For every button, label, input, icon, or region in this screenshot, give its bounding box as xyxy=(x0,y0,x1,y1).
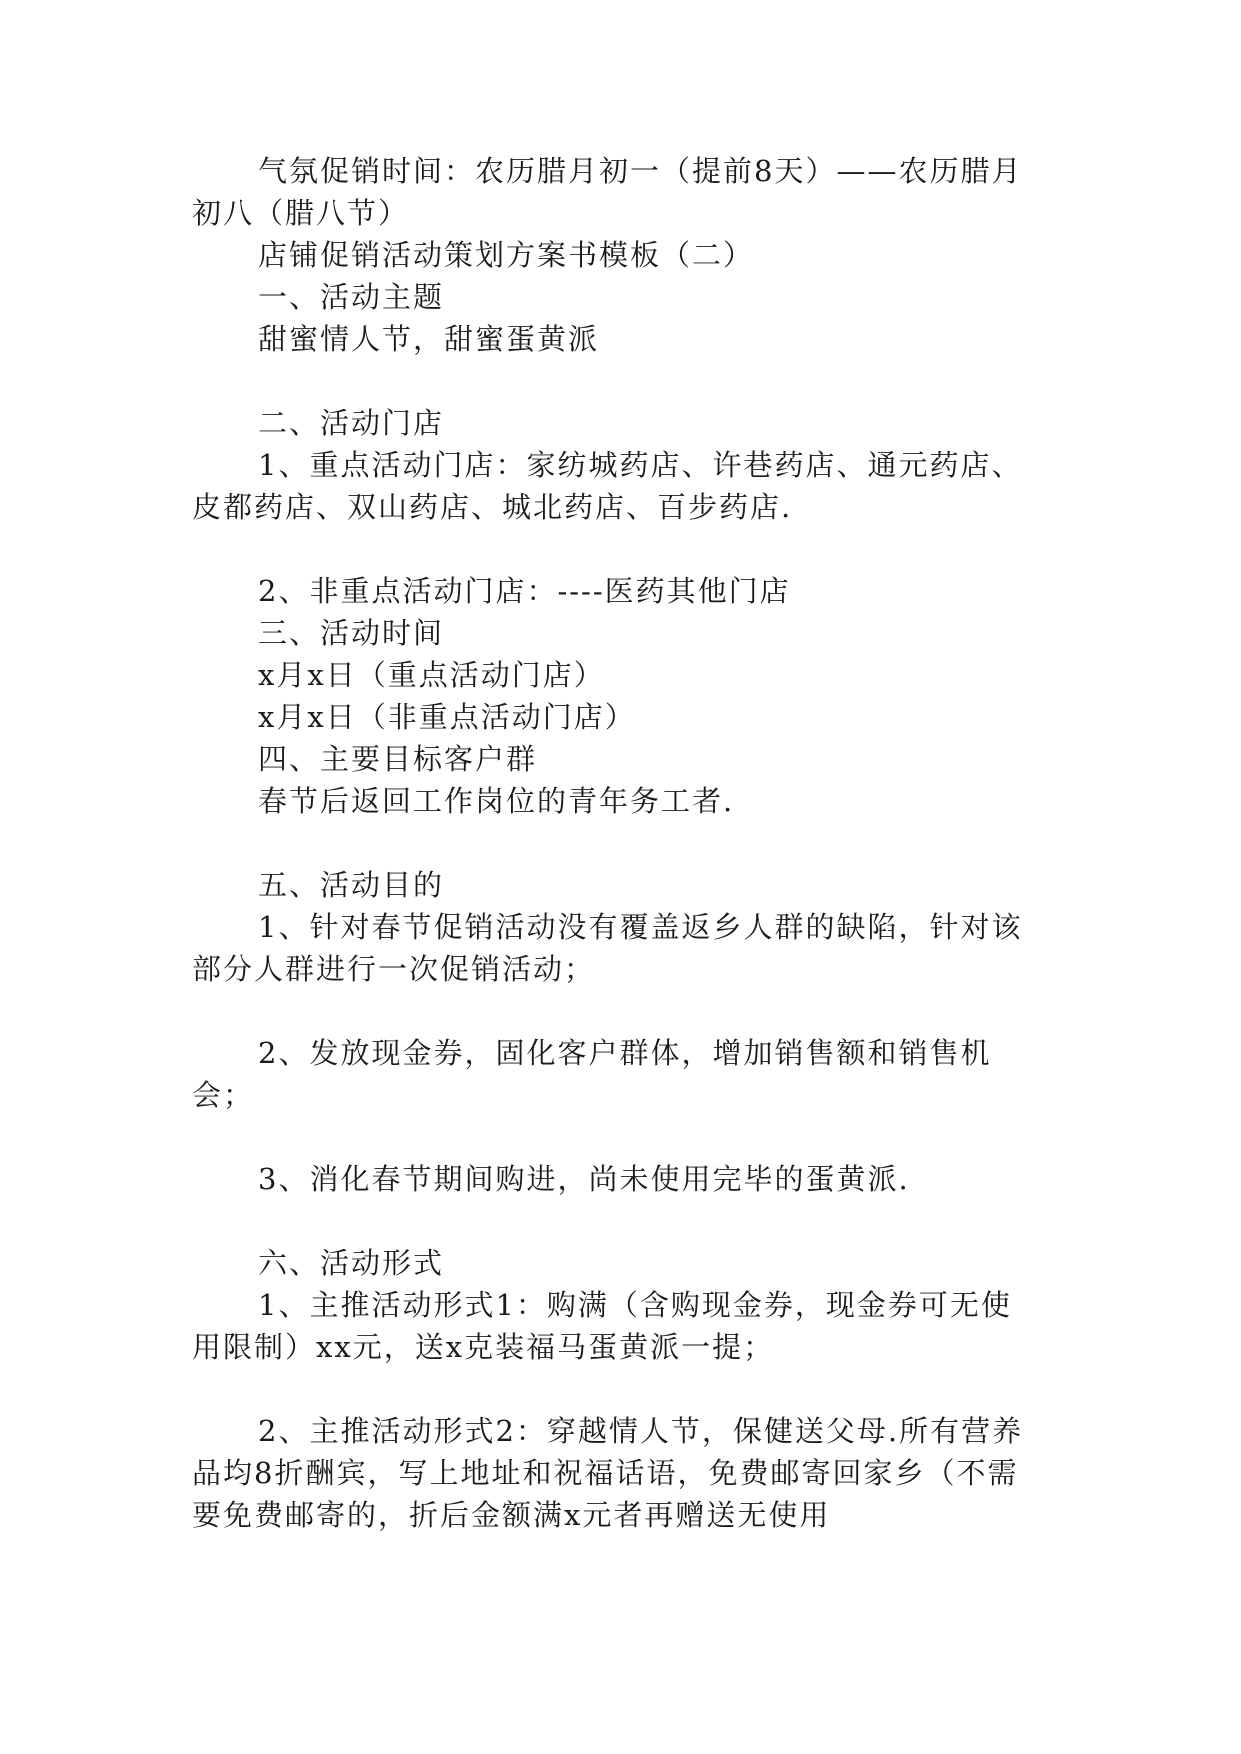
paragraph-promo-time: 气氛促销时间：农历腊月初一（提前8天）——农历腊月初八（腊八节） xyxy=(192,154,1023,230)
paragraph-spacer xyxy=(192,360,1042,402)
paragraph-theme-text: 甜蜜情人节，甜蜜蛋黄派 xyxy=(258,322,600,356)
heading-activity-theme: 一、活动主题 xyxy=(258,280,445,314)
heading-activity-stores: 二、活动门店 xyxy=(258,406,445,440)
heading-activity-form: 六、活动形式 xyxy=(258,1246,445,1280)
paragraph-form-2: 2、主推活动形式2：穿越情人节，保健送父母.所有营养品均8折酬宾，写上地址和祝福话语，免费邮寄回家乡（不需要免费邮寄的，折后金额满x元者再赠送无使用 xyxy=(192,1414,1024,1532)
paragraph-purpose-2: 2、发放现金券，固化客户群体，增加销售额和销售机会； xyxy=(192,1036,992,1112)
paragraph-target-text: 春节后返回工作岗位的青年务工者. xyxy=(258,784,735,818)
heading-target-customers: 四、主要目标客户群 xyxy=(258,742,538,776)
heading-activity-purpose: 五、活动目的 xyxy=(258,868,445,902)
paragraph-date-key: x月x日（重点活动门店） xyxy=(258,658,605,692)
paragraph-purpose-1: 1、针对春节促销活动没有覆盖返乡人群的缺陷，针对该部分人群进行一次促销活动； xyxy=(192,910,1023,986)
paragraph-spacer xyxy=(192,1200,1042,1242)
document-body xyxy=(192,150,1042,1536)
paragraph-spacer xyxy=(192,990,1042,1032)
paragraph-date-other: x月x日（非重点活动门店） xyxy=(258,700,636,734)
paragraph-form-1: 1、主推活动形式1：购满（含购现金券，现金券可无使用限制）xx元，送x克装福马蛋黄派一提； xyxy=(192,1288,1012,1364)
paragraph-other-stores: 2、非重点活动门店：----医药其他门店 xyxy=(258,574,791,608)
paragraph-spacer xyxy=(192,528,1042,570)
paragraph-spacer xyxy=(192,822,1042,864)
paragraph-template-title: 店铺促销活动策划方案书模板（二） xyxy=(258,238,755,272)
paragraph-spacer xyxy=(192,1116,1042,1158)
paragraph-key-stores: 1、重点活动门店：家纺城药店、许巷药店、通元药店、皮都药店、双山药店、城北药店、百步药店. xyxy=(192,448,1023,524)
paragraph-purpose-3: 3、消化春节期间购进，尚未使用完毕的蛋黄派. xyxy=(258,1162,910,1196)
heading-activity-time: 三、活动时间 xyxy=(258,616,445,650)
paragraph-spacer xyxy=(192,1368,1042,1410)
